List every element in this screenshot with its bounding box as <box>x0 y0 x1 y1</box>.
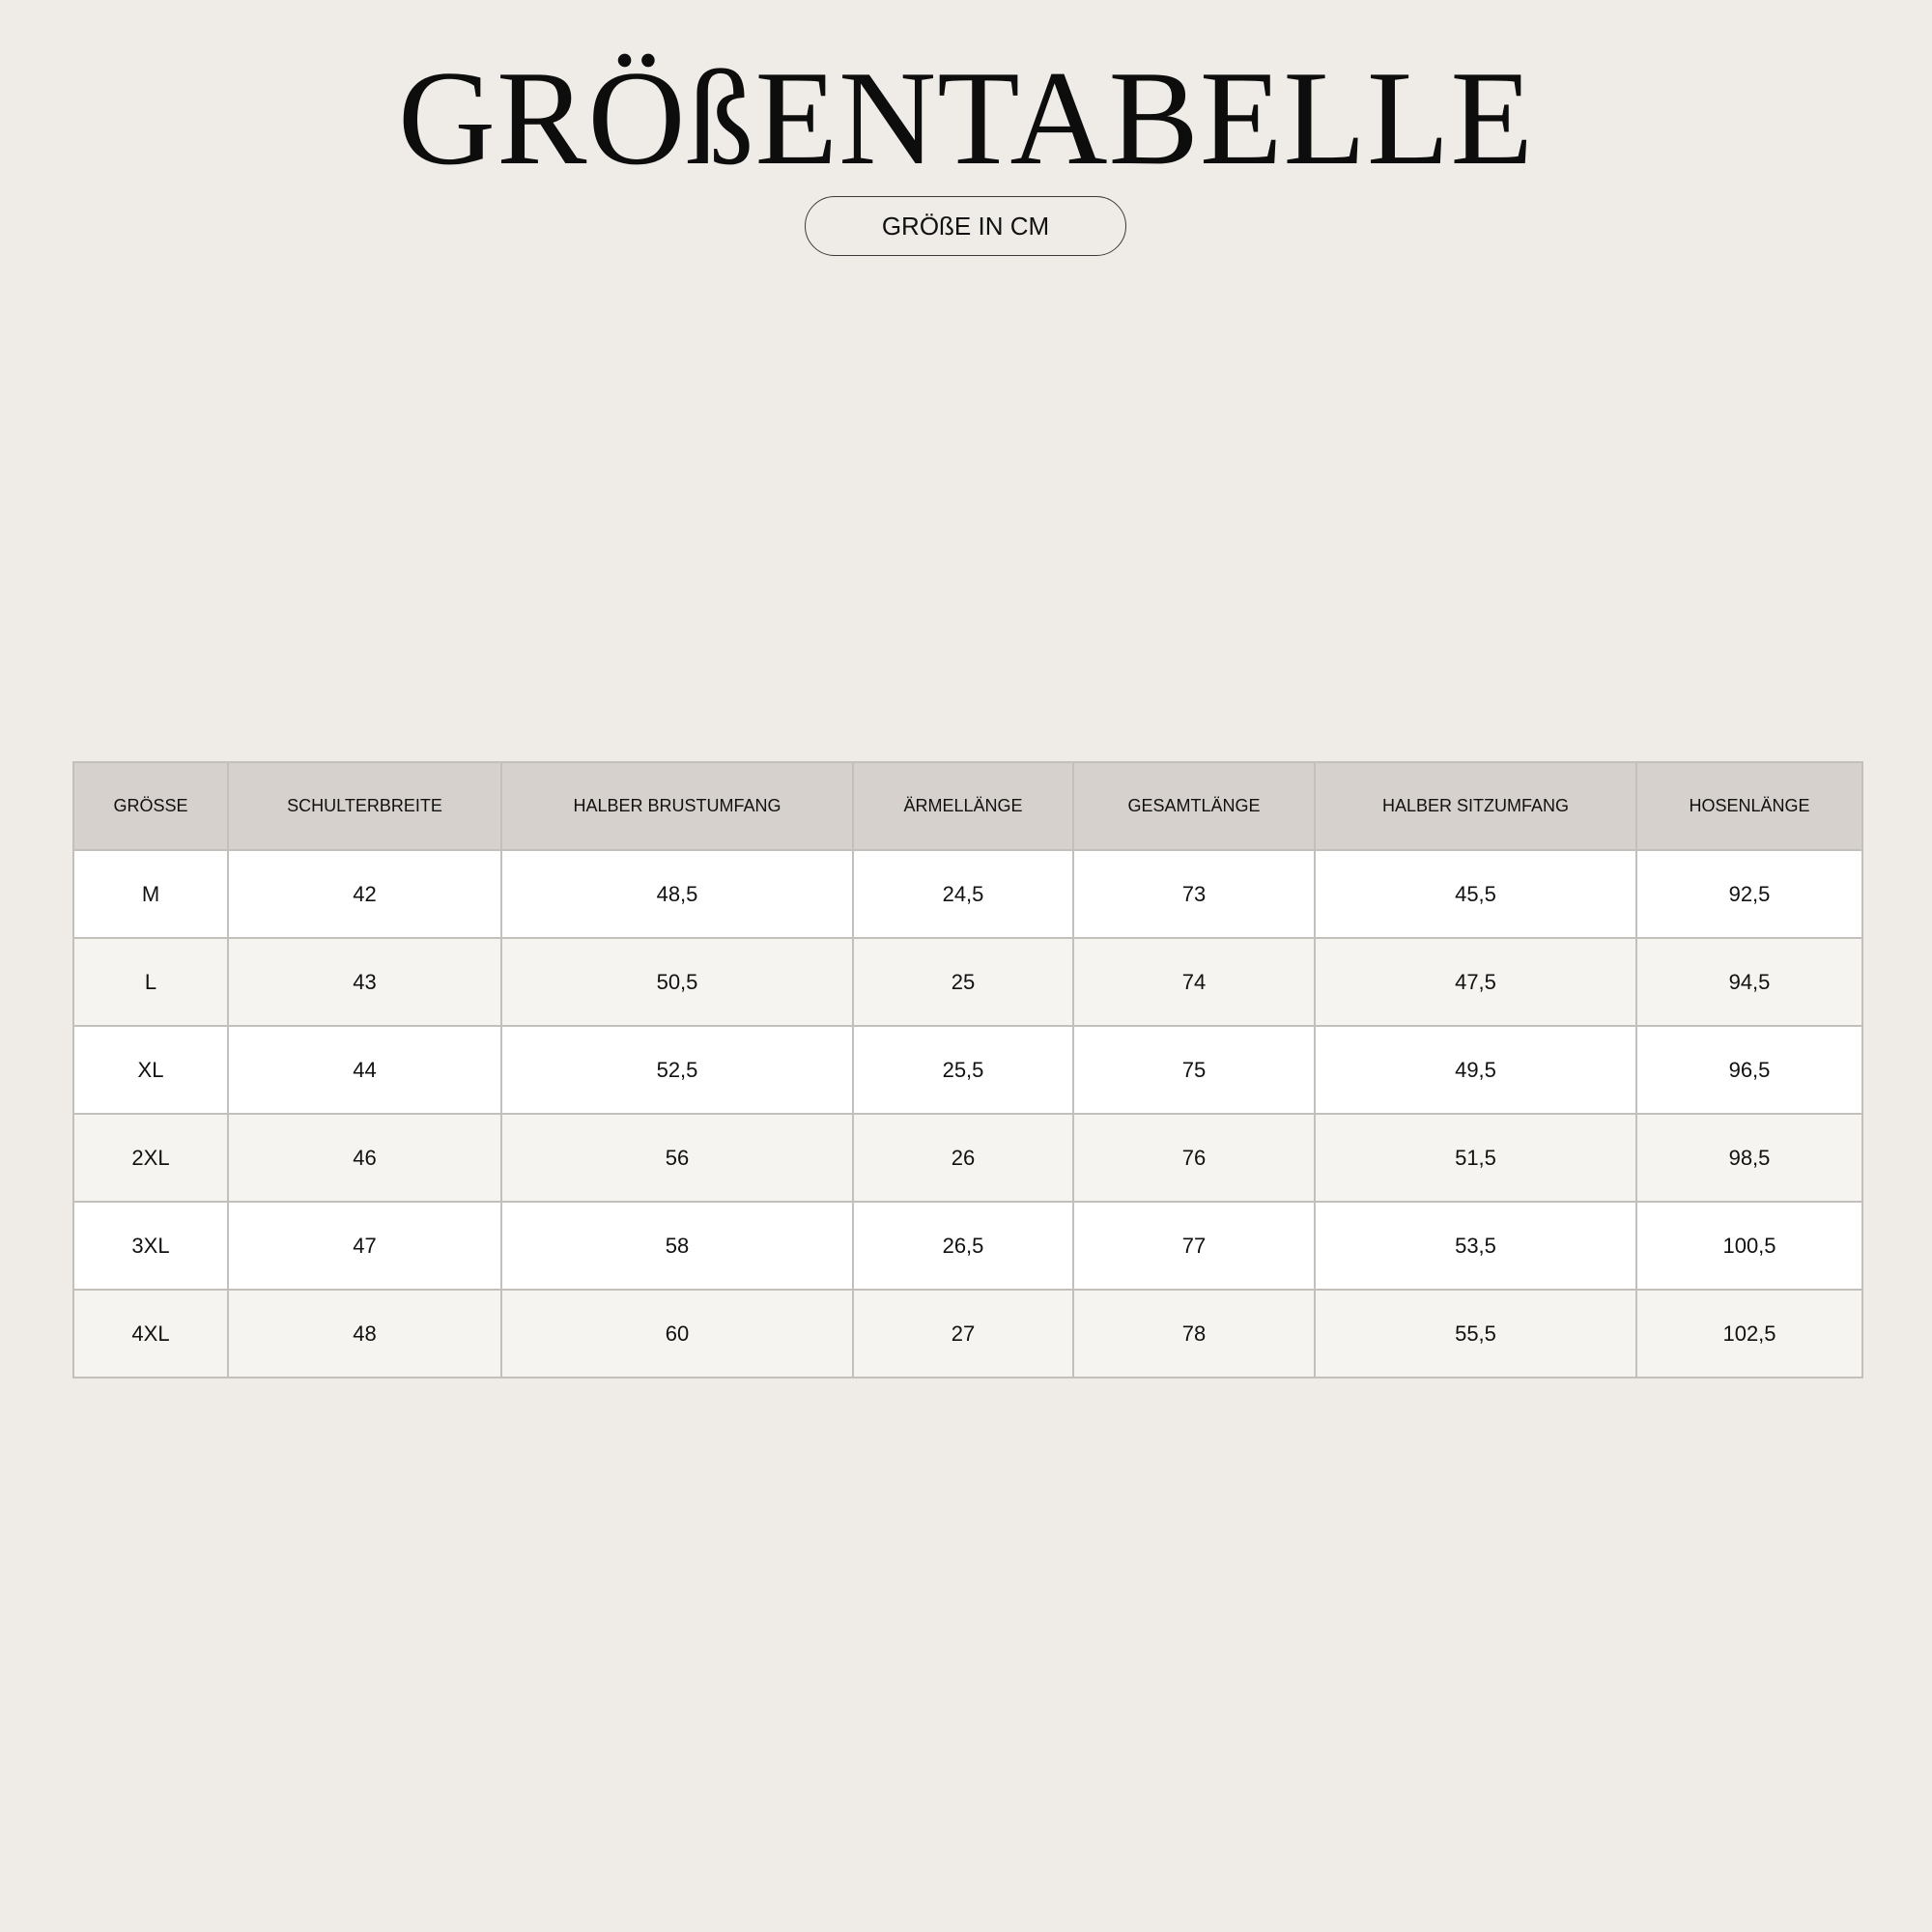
column-header-trouser-length: HOSENLÄNGE <box>1636 762 1862 850</box>
size-cell: L <box>73 938 228 1026</box>
size-cell: XL <box>73 1026 228 1114</box>
table-cell: 49,5 <box>1315 1026 1636 1114</box>
table-cell: 48,5 <box>501 850 853 938</box>
size-cell: M <box>73 850 228 938</box>
table-cell: 51,5 <box>1315 1114 1636 1202</box>
table-cell: 75 <box>1073 1026 1315 1114</box>
table-row <box>73 938 1862 1026</box>
table-cell: 94,5 <box>1636 938 1862 1026</box>
table-header-row <box>73 762 1862 850</box>
table-cell: 53,5 <box>1315 1202 1636 1290</box>
table-cell: 47 <box>228 1202 501 1290</box>
unit-badge: GRÖßE IN CM <box>805 196 1126 256</box>
table-cell: 47,5 <box>1315 938 1636 1026</box>
column-header-size: GRÖSSE <box>73 762 228 850</box>
column-header-sleeve-length: ÄRMELLÄNGE <box>853 762 1073 850</box>
table-cell: 55,5 <box>1315 1290 1636 1378</box>
table-cell: 102,5 <box>1636 1290 1862 1378</box>
table-cell: 26 <box>853 1114 1073 1202</box>
column-header-total-length: GESAMTLÄNGE <box>1073 762 1315 850</box>
size-cell: 3XL <box>73 1202 228 1290</box>
table-row <box>73 1202 1862 1290</box>
table-cell: 56 <box>501 1114 853 1202</box>
table-cell: 45,5 <box>1315 850 1636 938</box>
table-cell: 24,5 <box>853 850 1073 938</box>
table-cell: 98,5 <box>1636 1114 1862 1202</box>
page-title: GRÖßENTABELLE <box>397 43 1535 193</box>
size-cell: 2XL <box>73 1114 228 1202</box>
table-cell: 73 <box>1073 850 1315 938</box>
table-row <box>73 1026 1862 1114</box>
table-row <box>73 1114 1862 1202</box>
table-row <box>73 850 1862 938</box>
column-header-half-chest: HALBER BRUSTUMFANG <box>501 762 853 850</box>
table-cell: 78 <box>1073 1290 1315 1378</box>
table-row <box>73 1290 1862 1378</box>
table-cell: 74 <box>1073 938 1315 1026</box>
table-cell: 44 <box>228 1026 501 1114</box>
table-cell: 26,5 <box>853 1202 1073 1290</box>
table-cell: 25 <box>853 938 1073 1026</box>
column-header-shoulder-width: SCHULTERBREITE <box>228 762 501 850</box>
table-cell: 50,5 <box>501 938 853 1026</box>
table-cell: 96,5 <box>1636 1026 1862 1114</box>
table-cell: 52,5 <box>501 1026 853 1114</box>
table-cell: 100,5 <box>1636 1202 1862 1290</box>
table-cell: 42 <box>228 850 501 938</box>
table-cell: 25,5 <box>853 1026 1073 1114</box>
table-cell: 46 <box>228 1114 501 1202</box>
size-table <box>72 761 1863 1378</box>
table-cell: 58 <box>501 1202 853 1290</box>
table-cell: 92,5 <box>1636 850 1862 938</box>
table-cell: 27 <box>853 1290 1073 1378</box>
table-cell: 76 <box>1073 1114 1315 1202</box>
table-cell: 77 <box>1073 1202 1315 1290</box>
table-cell: 43 <box>228 938 501 1026</box>
table-cell: 60 <box>501 1290 853 1378</box>
table-cell: 48 <box>228 1290 501 1378</box>
size-cell: 4XL <box>73 1290 228 1378</box>
column-header-half-hip: HALBER SITZUMFANG <box>1315 762 1636 850</box>
